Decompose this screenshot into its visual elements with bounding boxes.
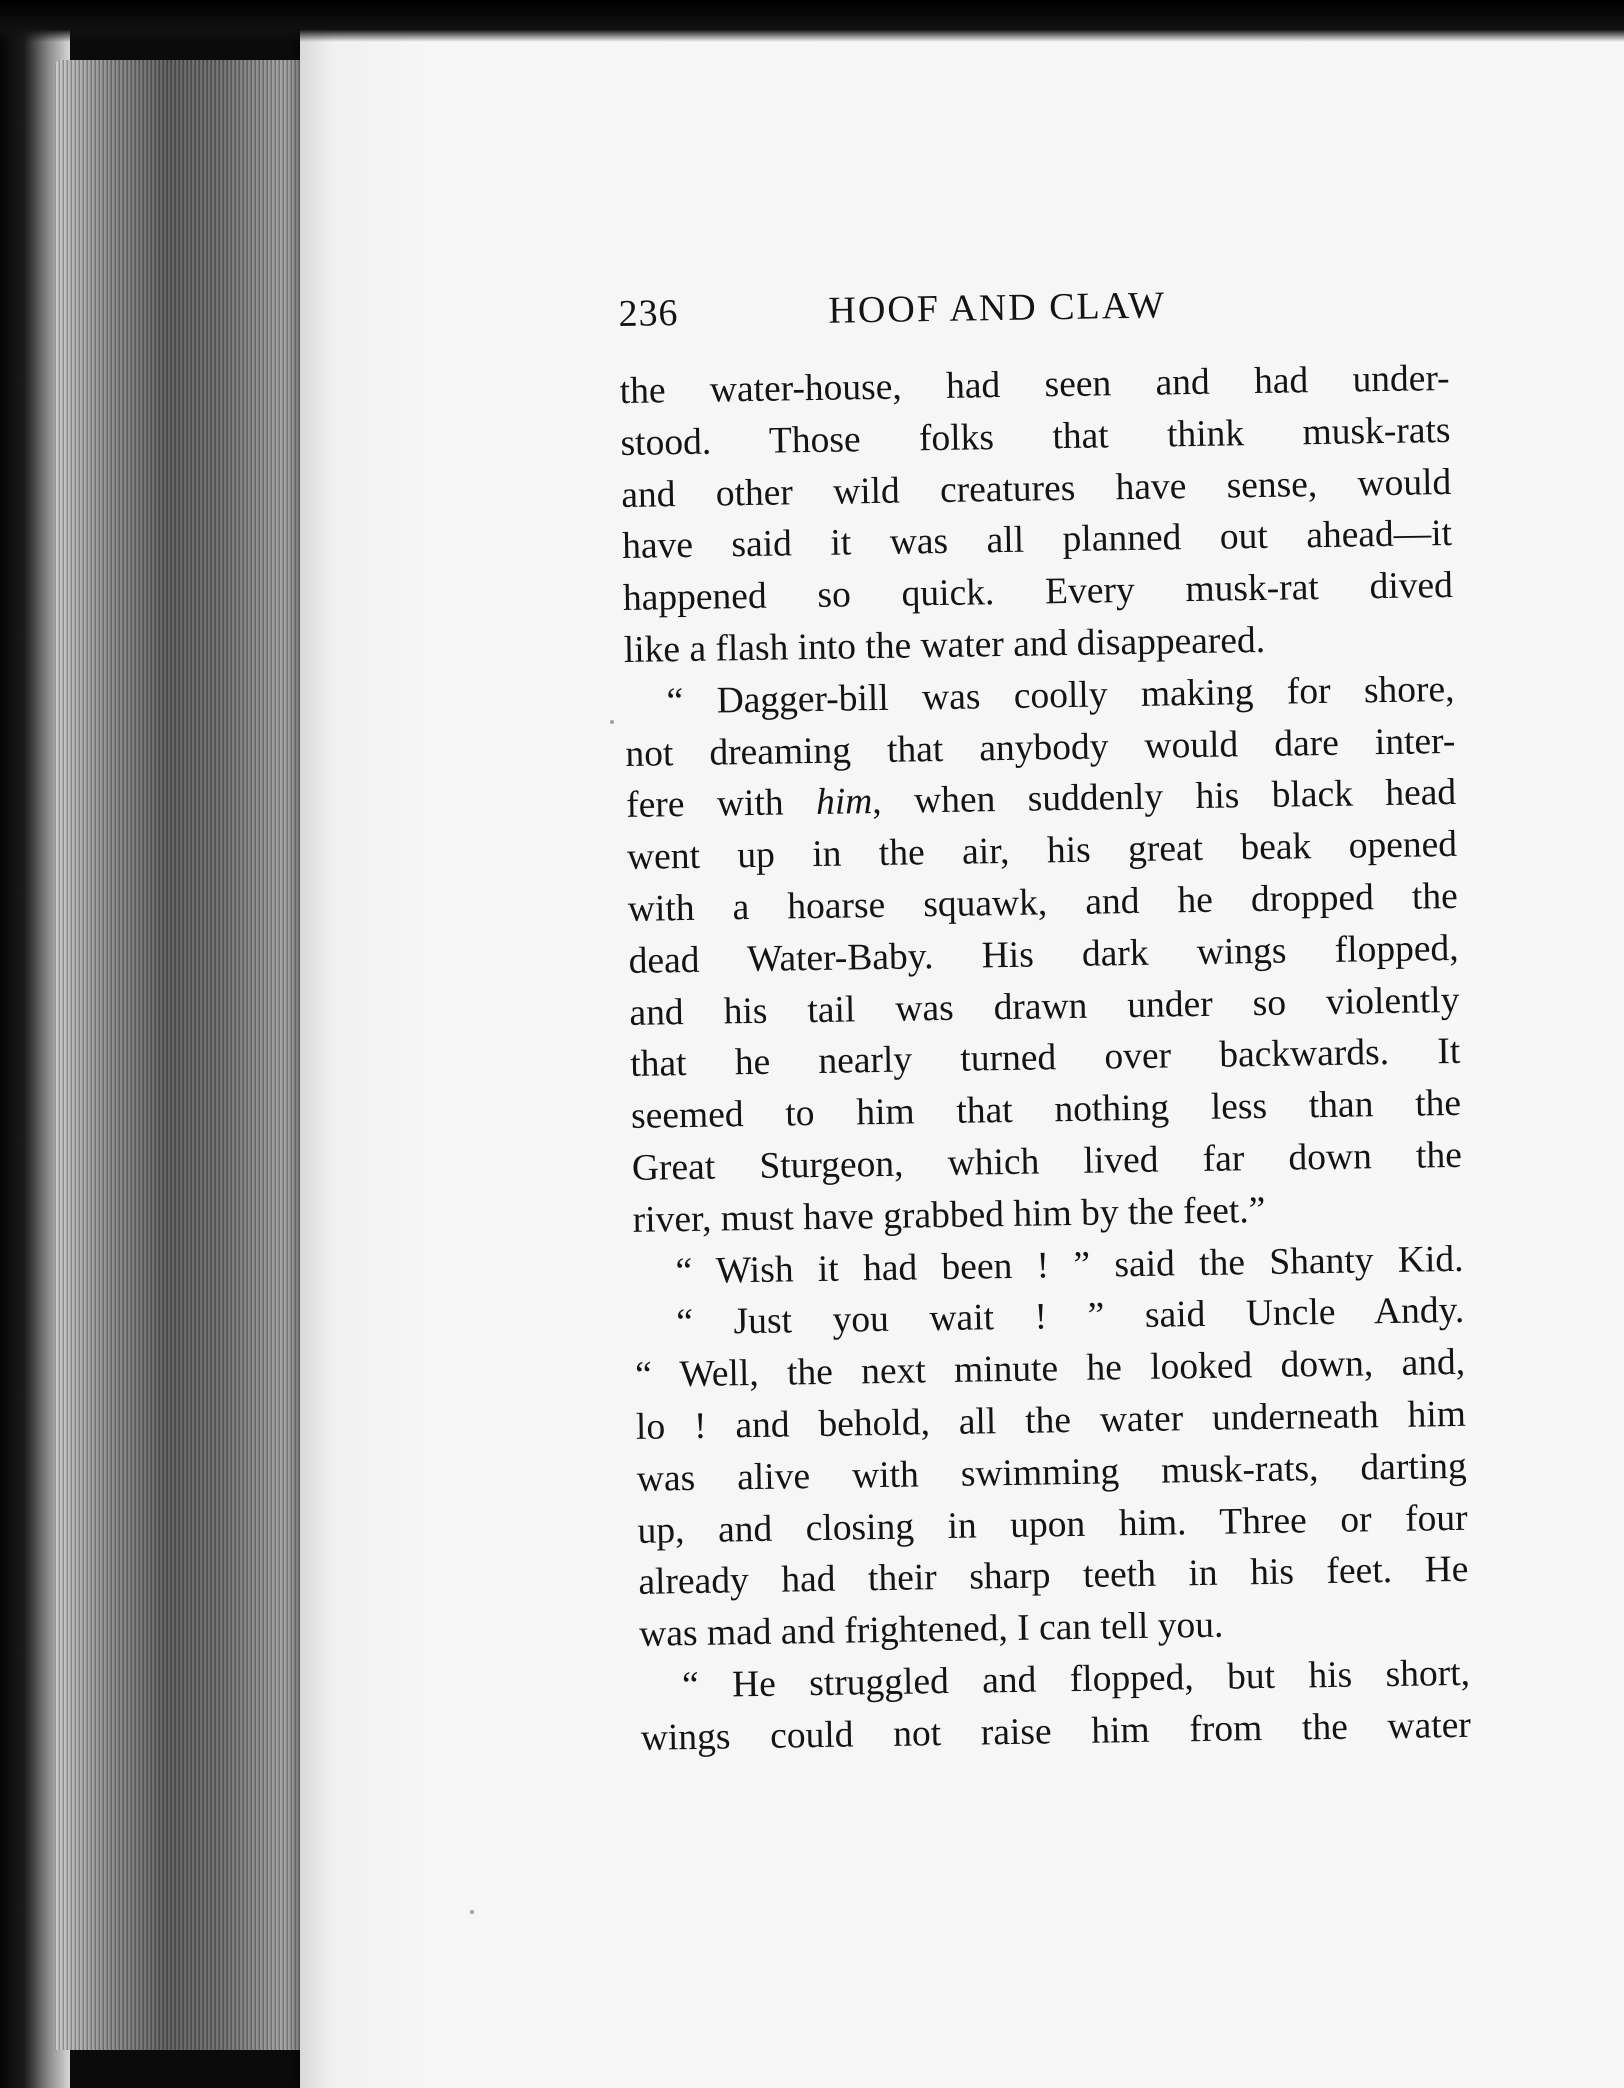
text-line: river, must have grabbed him by the feet.” (632, 1189, 1266, 1241)
text-line: up, and closing in upon him. Three or four (637, 1497, 1468, 1552)
body-text (619, 353, 1471, 1764)
text-line: already had their sharp teeth in his feet. He (638, 1549, 1469, 1604)
text-line: “ Well, the next minute he looked down, and, (634, 1341, 1466, 1397)
page-number: 236 (618, 292, 679, 335)
text-line: was alive with swimming musk-rats, darting (636, 1445, 1468, 1500)
text-line: stood. Those folks that think musk-rats (620, 409, 1451, 464)
text-line: Great Sturgeon, which lived far down the (631, 1134, 1463, 1189)
text-line: was mad and frightened, I can tell you. (638, 1604, 1224, 1655)
text-run: fere with (625, 782, 817, 827)
page-header (618, 269, 1449, 366)
book-page-edges (55, 60, 335, 2050)
text-run: , when suddenly his black head (871, 772, 1457, 823)
text-line: “ He struggled and flopped, but his short, (681, 1652, 1471, 1707)
text-line: “ Just you wait ! ” said Uncle Andy. (676, 1290, 1465, 1344)
text-line: that he nearly turned over backwards. It (629, 1031, 1461, 1086)
text-line: seemed to him that nothing less than the (630, 1083, 1462, 1138)
text-line: the water-house, had seen and had under- (619, 357, 1450, 412)
text-line: and other wild creatures have sense, would (621, 461, 1452, 516)
text-line: went up in the air, his great beak opened (626, 824, 1458, 879)
text-line: “ Wish it had been ! ” said the Shanty Kid. (675, 1238, 1464, 1292)
scan-top-border (0, 0, 1624, 42)
italic-word: him (815, 781, 873, 824)
page-text-block (618, 269, 1471, 1764)
text-line: happened so quick. Every musk-rat dived (622, 565, 1454, 620)
text-line: not dreaming that anybody would dare inter- (625, 720, 1456, 775)
text-line: with a hoarse squawk, and he dropped the (627, 875, 1459, 930)
text-line: have said it was all planned out ahead—it (621, 513, 1453, 568)
text-line: and his tail was drawn under so violently (629, 979, 1460, 1034)
running-head: HOOF AND CLAW (828, 284, 1167, 332)
text-line: like a flash into the water and disappeared. (623, 619, 1266, 671)
paper-speck (470, 1910, 474, 1914)
paper-speck (610, 720, 614, 724)
text-line: lo ! and behold, all the water underneath him (635, 1393, 1467, 1448)
text-line: “ Dagger-bill was coolly making for shore, (666, 668, 1455, 723)
text-line: wings could not raise him from the water (640, 1704, 1472, 1759)
text-line: dead Water-Baby. His dark wings flopped, (628, 927, 1459, 982)
